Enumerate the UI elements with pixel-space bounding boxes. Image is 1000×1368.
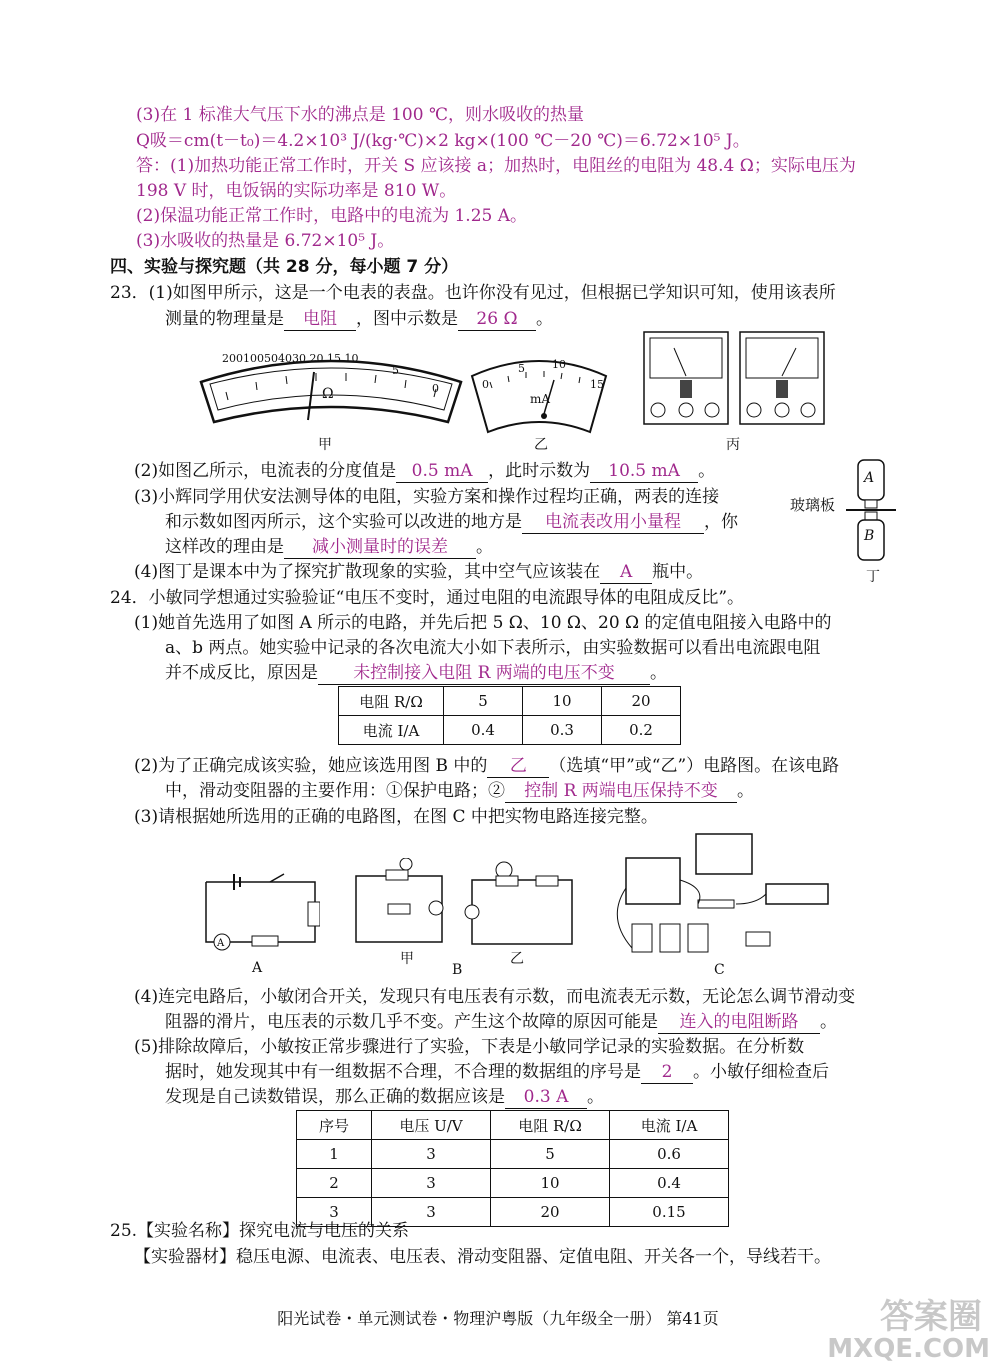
meter-unit: Ω xyxy=(322,386,334,402)
question-text: (4)图丁是课本中为了探究扩散现象的实验，其中空气应该装在 A 瓶中。 xyxy=(134,562,704,582)
question-text: 阻器的滑片，电压表的示数几乎不变。产生这个故障的原因可能是 连入的电阻断路 。 xyxy=(165,1012,837,1032)
answer-blank: 2 xyxy=(641,1061,693,1084)
question-text: 【实验器材】稳压电源、电流表、电压表、滑动变阻器、定值电阻、开关各一个，导线若干。 xyxy=(134,1247,831,1267)
answer-line: 198 V 时，电饭锅的实际功率是 810 W。 xyxy=(136,181,457,201)
figure-caption: B xyxy=(452,962,463,978)
page-footer: 阳光试卷・单元测试卷・物理沪粤版（九年级全一册） 第41页 xyxy=(277,1309,719,1328)
circuit-a-figure xyxy=(200,862,320,958)
two-meters-figure xyxy=(640,330,830,430)
meter-scale: 200100504030 20 15 10 xyxy=(222,352,359,365)
watermark-text: 答案圈 xyxy=(880,1297,982,1337)
question-text: (1)她首先选用了如图 A 所示的电路，并先后把 5 Ω、10 Ω、20 Ω 的定值电阻接入电路中的 xyxy=(134,613,832,633)
glass-plate-label: 玻璃板 xyxy=(790,496,836,514)
answer-blank: 电流表改用小量程 xyxy=(522,511,704,534)
question-text: 这样改的理由是 减小测量时的误差 。 xyxy=(165,537,493,557)
question-text: 测量的物理量是 电阻 ，图中示数是 26 Ω 。 xyxy=(165,309,553,329)
figure-caption: 乙 xyxy=(534,437,548,453)
figure-caption: 甲 xyxy=(400,951,414,967)
question-text: (3)请根据她所选用的正确的电路图，在图 C 中把实物电路连接完整。 xyxy=(134,807,658,827)
question-text: (4)连完电路后，小敏闭合开关，发现只有电压表有示数，而电流表无示数，无论怎么调节滑动变 xyxy=(134,987,856,1007)
answer-blank: 控制 R 两端电压保持不变 xyxy=(505,780,737,803)
bottle-label: A xyxy=(864,470,875,486)
answer-line: Q吸＝cm(t－t₀)＝4.2×10³ J/(kg·℃)×2 kg×(100 ℃－20 ℃)＝6.72×10⁵ J。 xyxy=(136,131,750,151)
answer-blank: 乙 xyxy=(487,755,549,778)
figure-caption: 丙 xyxy=(726,437,740,453)
figure-caption: 甲 xyxy=(318,437,332,453)
question-text: (2)如图乙所示，电流表的分度值是 0.5 mA ，此时示数为 10.5 mA 。 xyxy=(134,461,716,481)
meter-scale: 0 xyxy=(432,382,439,395)
answer-line: (3)在 1 标准大气压下水的沸点是 100 ℃，则水吸收的热量 xyxy=(136,105,584,125)
answer-blank: A xyxy=(600,561,652,584)
question-text: a、b 两点。她实验中记录的各次电流大小如下表所示，由实验数据可以看出电流跟电阻 xyxy=(165,638,821,658)
question-text: (3)小辉同学用伏安法测导体的电阻，实验方案和操作过程均正确，两表的连接 xyxy=(134,487,720,507)
question-text: 据时，她发现其中有一组数据不合理，不合理的数据组的序号是 2 。小敏仔细检查后 xyxy=(165,1062,829,1082)
question-text: 和示数如图丙所示，这个实验可以改进的地方是 电流表改用小量程 ，你 xyxy=(165,512,738,532)
question-text: 并不成反比，原因是 未控制接入电阻 R 两端的电压不变 。 xyxy=(165,663,667,683)
figure-caption: A xyxy=(252,960,263,976)
apparatus-c-figure xyxy=(606,828,846,958)
circuit-b-jia-figure xyxy=(350,858,450,950)
figure-caption: C xyxy=(714,962,725,978)
figure-caption: 丁 xyxy=(866,569,880,585)
meter-scale: 5 xyxy=(392,364,399,377)
answer-blank: 未控制接入电阻 R 两端的电压不变 xyxy=(318,662,650,685)
answer-line: (2)保温功能正常工作时，电路中的电流为 1.25 A。 xyxy=(136,206,528,226)
answer-blank: 10.5 mA xyxy=(590,460,698,483)
answer-blank: 0.5 mA xyxy=(396,460,488,483)
meter-scale: 0 xyxy=(482,378,489,391)
answer-blank: 电阻 xyxy=(284,308,356,331)
question-text: 发现是自己读数错误，那么正确的数据应该是 0.3 A 。 xyxy=(165,1087,604,1107)
answer-line: (3)水吸收的热量是 6.72×10⁵ J。 xyxy=(136,231,395,251)
answer-blank: 连入的电阻断路 xyxy=(658,1011,820,1034)
question-text: (2)为了正确完成该实验，她应该选用图 B 中的 乙 （选填“甲”或“乙”）电路图。在该电路 xyxy=(134,756,840,776)
meter-scale: 5 xyxy=(518,362,525,375)
answer-blank: 0.3 A xyxy=(505,1086,587,1109)
question-text: (5)排除故障后，小敏按正常步骤进行了实验，下表是小敏同学记录的实验数据。在分析数 xyxy=(134,1037,805,1057)
question-text: 中，滑动变阻器的主要作用：①保护电路；② 控制 R 两端电压保持不变 。 xyxy=(165,781,754,801)
experiment-data-table: 序号 电压 U/V 电阻 R/Ω 电流 I/A 1 3 5 0.6 2 3 10 0.4 3 3 20 0.15 xyxy=(296,1110,729,1227)
figure-caption: 乙 xyxy=(510,951,524,967)
current-resistance-table: 电阻 R/Ω 5 10 20 电流 I/A 0.4 0.3 0.2 xyxy=(338,686,681,745)
meter-scale: 15 xyxy=(590,378,604,391)
circuit-b-yi-figure xyxy=(460,858,580,950)
meter-scale: 10 xyxy=(552,358,566,371)
answer-line: 答：(1)加热功能正常工作时，开关 S 应该接 a；加热时，电阻丝的电阻为 48.4 Ω；实际电压为 xyxy=(136,156,856,176)
answer-blank: 减小测量时的误差 xyxy=(284,536,476,559)
bottle-label: B xyxy=(864,528,875,544)
question-text: 25.【实验名称】探究电流与电压的关系 xyxy=(110,1221,410,1241)
answer-blank: 26 Ω xyxy=(458,308,536,331)
meter-unit: mA xyxy=(530,392,551,406)
question-text: 24．小敏同学想通过实验验证“电压不变时，通过电阻的电流跟导体的电阻成反比”。 xyxy=(110,588,745,608)
section-heading: 四、实验与探究题（共 28 分，每小题 7 分） xyxy=(110,257,459,277)
svg-text:A: A xyxy=(217,938,225,949)
question-text: 23．(1)如图甲所示，这是一个电表的表盘。也许你没有见过，但根据已学知识可知，使用该表所 xyxy=(110,283,836,303)
watermark-text: MXQE.COM xyxy=(827,1334,990,1364)
